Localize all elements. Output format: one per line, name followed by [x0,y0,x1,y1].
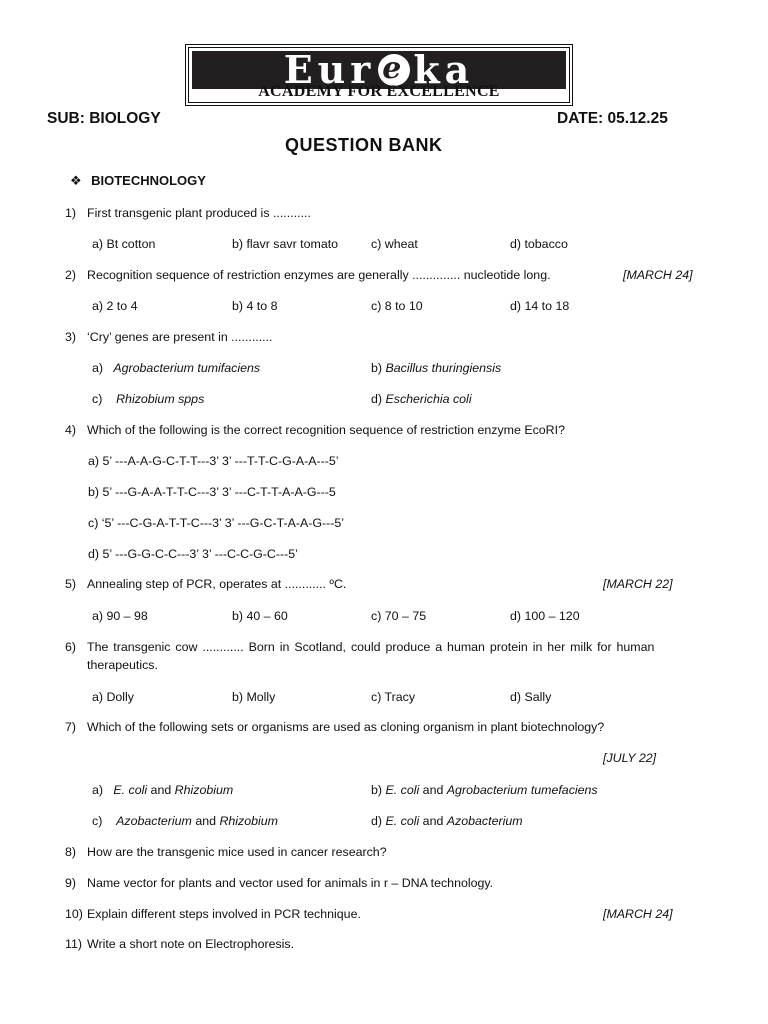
conjunction: and [419,814,447,828]
conjunction: and [419,783,447,797]
organism-name: E. coli [385,783,420,797]
option: b) 40 – 60 [232,609,288,623]
option-text: Escherichia coli [385,392,472,406]
question-4 [65,423,565,437]
question-5 [65,577,346,591]
organism-name: Agrobacterium tumefaciens [446,783,598,797]
option: a) Dolly [92,690,134,704]
logo-brand-part-2: ka [413,47,475,92]
option-label: a) [92,783,104,797]
option: d) 100 – 120 [510,609,580,623]
exam-tag-text: [MARCH 24] [603,907,673,921]
question-6 [65,640,654,654]
logo-brand-part-1: Eur [283,47,376,92]
option: b) Molly [232,690,276,704]
section-name: BIOTECHNOLOGY [91,173,206,188]
question-1 [65,206,311,220]
question-number: 9) [65,876,77,890]
question-text: Write a short note on Electrophoresis. [87,937,295,951]
option-label: b) [371,361,383,375]
option: d) tobacco [510,237,568,251]
question-10 [65,907,361,921]
option: c) 70 – 75 [371,609,427,623]
question-text: Which of the following is the correct recognition sequence of restriction enzyme EcoRI? [87,423,565,437]
question-3 [65,330,272,344]
question-text: Recognition sequence of restriction enzymes are generally .............. nucleotide long. [87,268,551,282]
logo-e-emblem: e [378,54,410,86]
exam-tag [603,751,656,765]
option-text: Bacillus thuringiensis [385,361,502,375]
option: d) Sally [510,690,552,704]
organism-name: E. coli [385,814,420,828]
logo-tagline: ACADEMY FOR EXCELLENCE [258,83,500,100]
option: a) 2 to 4 [92,299,138,313]
option: a) Bt cotton [92,237,156,251]
option: a) 90 – 98 [92,609,148,623]
organism-name: Rhizobium [174,783,234,797]
question-number: 11) [65,937,82,951]
academy-logo [185,44,573,106]
question-text-line-1: The transgenic cow ............ Born in Scotland, could produce a human protein in her milk for human [87,640,655,654]
question-number: 8) [65,845,77,859]
option [371,783,598,797]
option: c) wheat [371,237,418,251]
option: d) 5’ ---G-G-C-C---3’ 3’ ---C-C-G-C---5’ [88,547,298,561]
option: c) Tracy [371,690,416,704]
question-2 [65,268,551,282]
option: d) 14 to 18 [510,299,570,313]
question-number: 5) [65,577,77,591]
option [92,814,278,828]
question-text: How are the transgenic mice used in cancer research? [87,845,387,859]
question-text: Annealing step of PCR, operates at ............ ºC. [87,577,347,591]
question-11 [65,937,294,951]
question-number: 10) [65,907,83,921]
question-8 [65,845,387,859]
option: b) 4 to 8 [232,299,278,313]
question-number: 2) [65,268,77,282]
option-text: Agrobacterium tumifaciens [113,361,261,375]
exam-tag-text: [MARCH 22] [603,577,673,591]
option: b) flavr savr tomato [232,237,339,251]
option-label: a) [92,361,104,375]
question-text: Which of the following sets or organisms are used as cloning organism in plant biotechnology? [87,720,605,734]
option [92,783,233,797]
page-title: QUESTION BANK [285,135,443,155]
exam-tag-text: [JULY 22] [603,751,657,765]
diamond-bullet-icon: ❖ [70,173,82,188]
exam-tag [623,268,693,282]
option-label: b) [371,783,383,797]
question-number: 4) [65,423,77,437]
conjunction: and [191,814,220,828]
date-label: DATE: 05.12.25 [557,110,668,127]
option: b) 5’ ---G-A-A-T-T-C---3’ 3’ ---C-T-T-A-A-G---5 [88,485,336,499]
question-text: ‘Cry’ genes are present in ............ [87,330,273,344]
option-label: c) [92,392,103,406]
question-9 [65,876,493,890]
exam-tag [603,577,673,591]
question-number: 7) [65,720,77,734]
option-label: c) [92,814,103,828]
option [371,392,472,406]
option [92,361,260,375]
organism-name: Azobacterium [446,814,523,828]
organism-name: Rhizobium [219,814,278,828]
question-number: 6) [65,640,77,654]
exam-tag [603,907,673,921]
option [371,361,501,375]
option-label: d) [371,392,383,406]
question-text-line-2: therapeutics. [87,658,158,672]
option-label: d) [371,814,383,828]
option: a) 5’ ---A-A-G-C-T-T---3’ 3’ ---T-T-C-G-A-A---5’ [88,454,339,468]
option: c) ‘5’ ---C-G-A-T-T-C---3’ 3’ ---G-C-T-A-A-G---5’ [88,516,345,530]
question-text: First transgenic plant produced is ........... [87,206,311,220]
option [92,392,204,406]
organism-name: Azobacterium [116,814,192,828]
question-number: 1) [65,206,77,220]
question-number: 3) [65,330,77,344]
exam-tag-text: [MARCH 24] [623,268,693,282]
organism-name: E. coli [113,783,148,797]
section-heading [70,173,206,189]
question-7 [65,720,604,734]
option [371,814,523,828]
question-text: Explain different steps involved in PCR technique. [87,907,361,921]
conjunction: and [147,783,175,797]
question-text: Name vector for plants and vector used for animals in r – DNA technology. [87,876,494,890]
option: c) 8 to 10 [371,299,423,313]
option-text: Rhizobium spps [116,392,205,406]
subject-label: SUB: BIOLOGY [47,110,161,127]
